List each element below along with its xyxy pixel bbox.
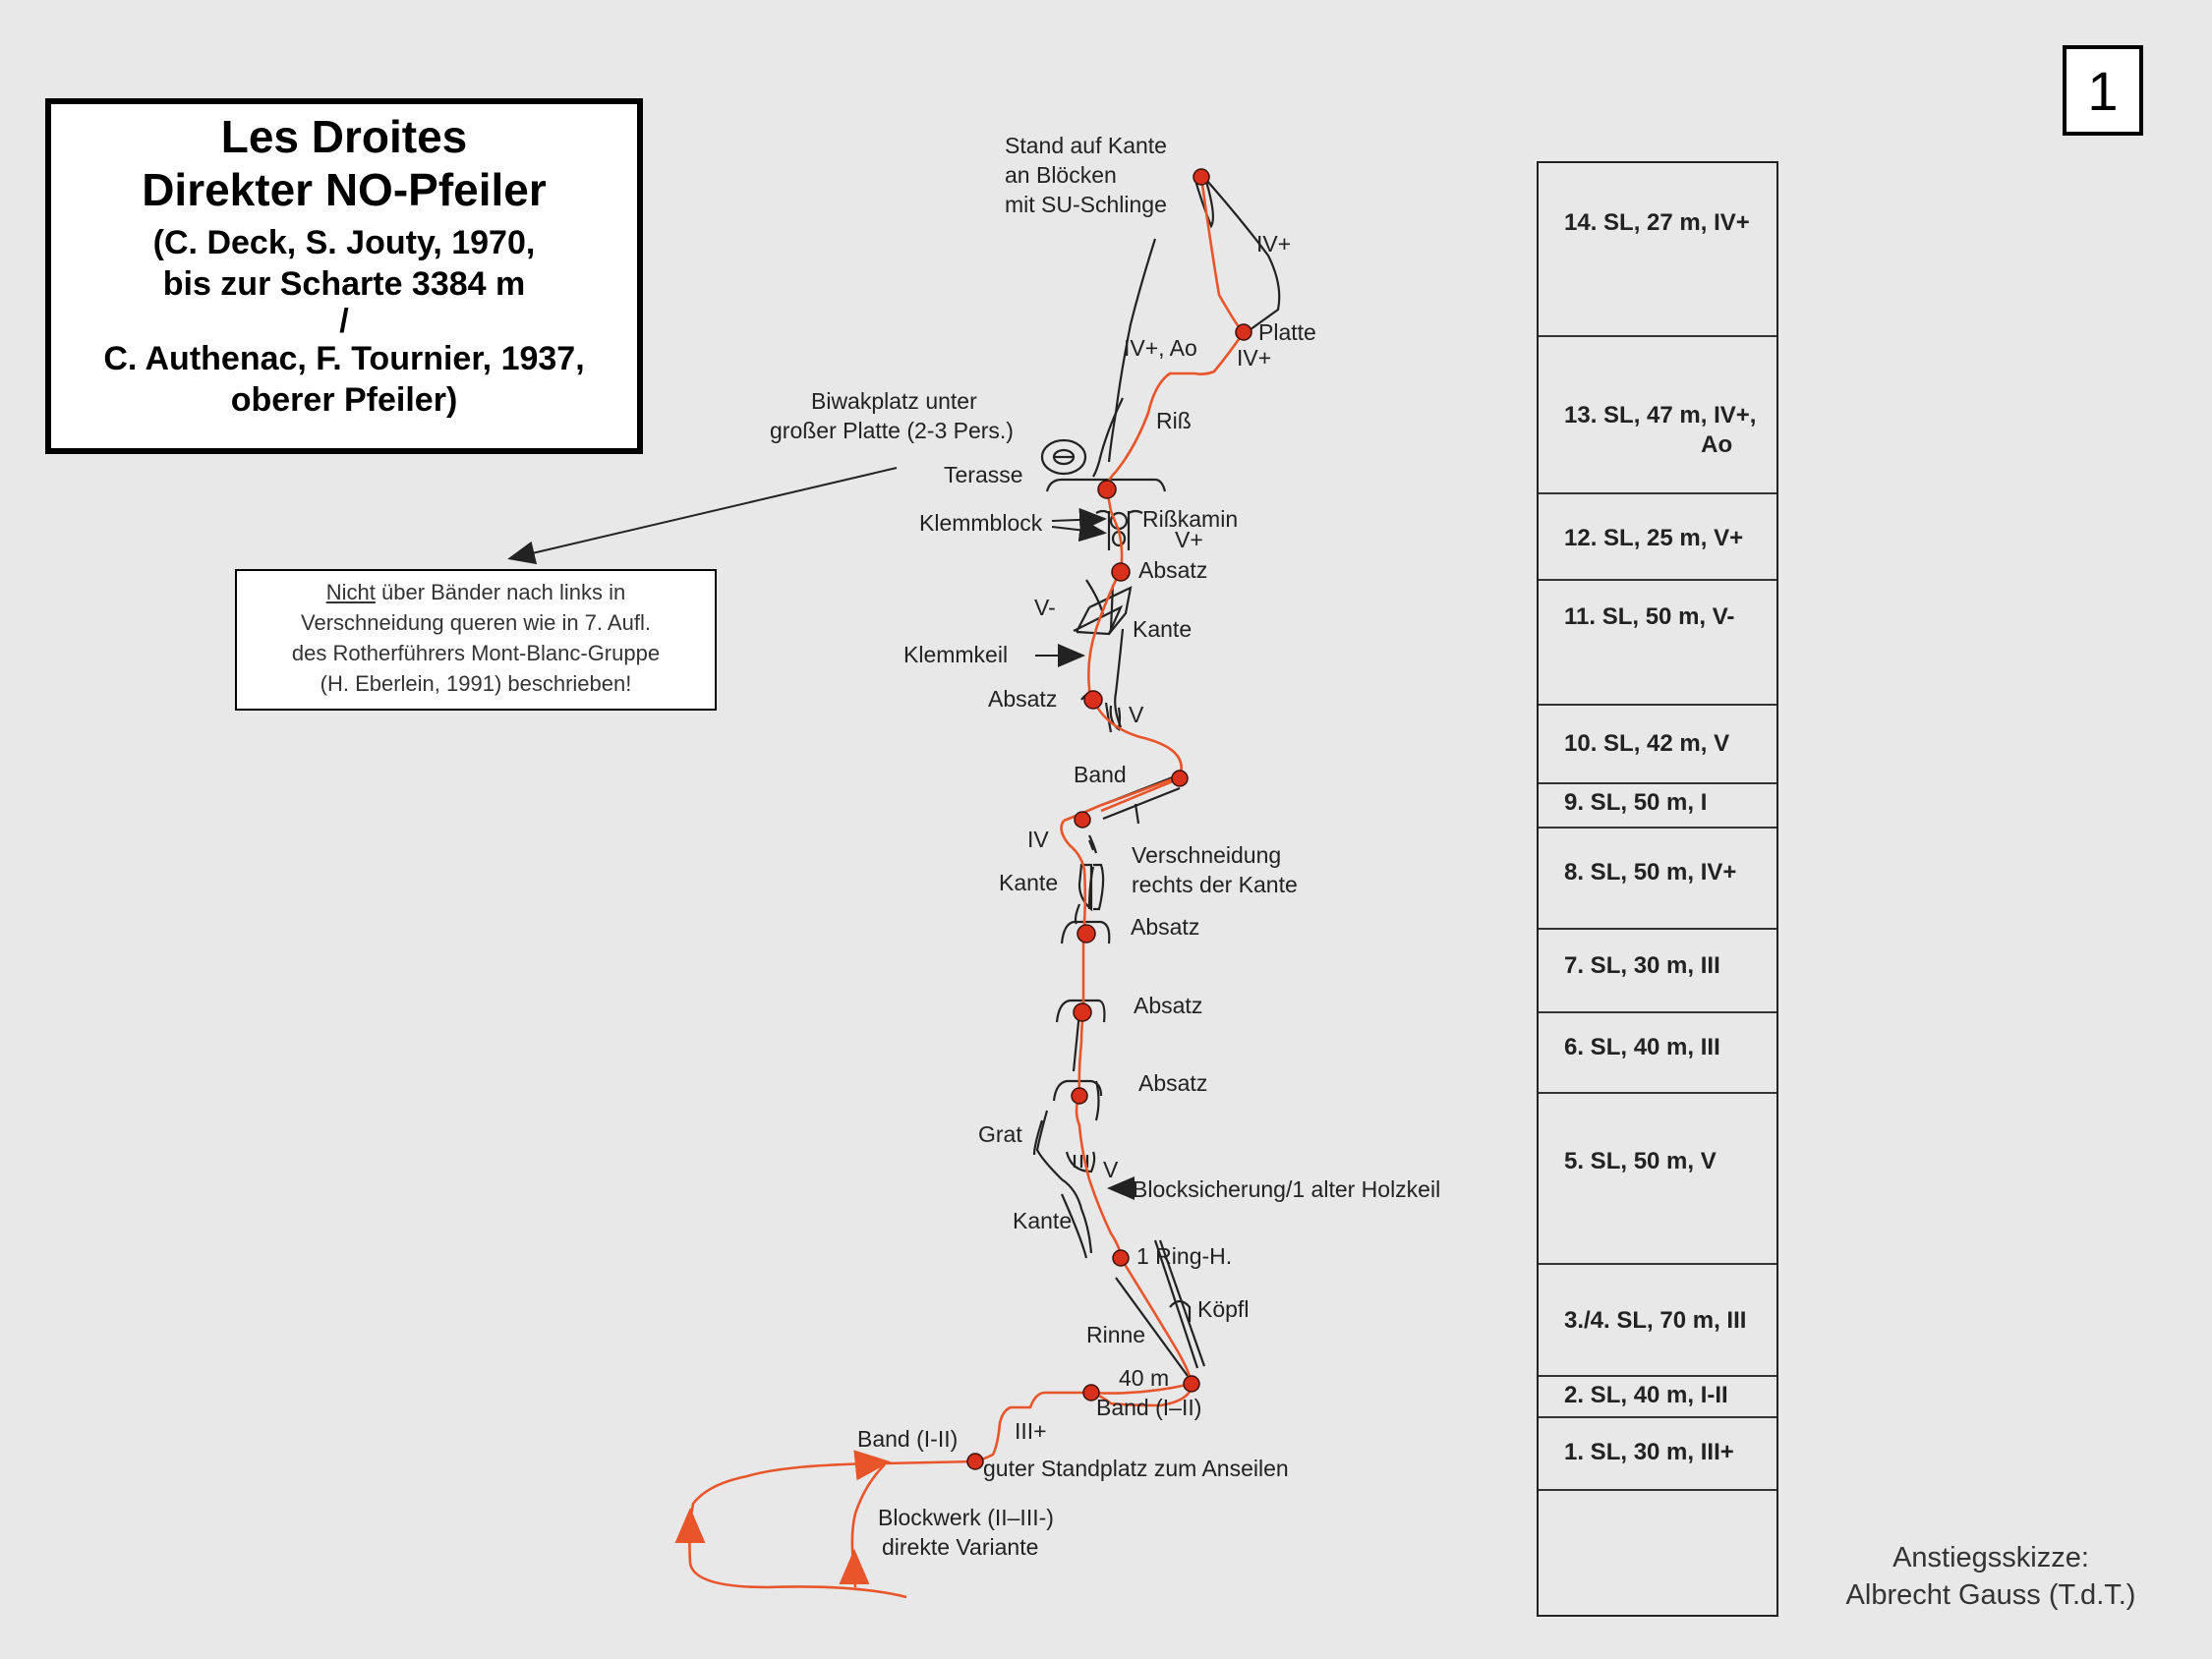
- note-line-4: (H. Eberlein, 1991) beschrieben!: [320, 671, 632, 696]
- belay-station: [1077, 925, 1095, 943]
- label-band: Band: [1074, 762, 1127, 787]
- label-absatz: Absatz: [988, 686, 1058, 712]
- route-line-upper: [1107, 177, 1244, 489]
- belay-station: [1172, 771, 1188, 786]
- label-grade: V+: [1175, 527, 1203, 552]
- label-klemmblock: Klemmblock: [919, 510, 1043, 536]
- label-grade: IV: [1027, 827, 1049, 852]
- pitch-label: 9. SL, 50 m, I: [1564, 789, 1708, 816]
- label-verschneidung-1: Verschneidung: [1132, 842, 1282, 868]
- label-grade: IV+: [1256, 231, 1292, 257]
- label-standplatz: guter Standplatz zum Anseilen: [983, 1456, 1289, 1481]
- label-blockwerk-2: direkte Variante: [882, 1534, 1039, 1560]
- label-kante: Kante: [999, 870, 1059, 895]
- note-line-3: des Rotherführers Mont-Blanc-Gruppe: [291, 641, 661, 665]
- label-distance: 40 m: [1119, 1365, 1170, 1391]
- title-line-5: /: [339, 303, 349, 340]
- pitch-label: 1. SL, 30 m, III+: [1564, 1439, 1734, 1465]
- label-biwak-2: großer Platte (2-3 Pers.): [770, 418, 1014, 443]
- pitch-label: 11. SL, 50 m, V-: [1564, 603, 1735, 630]
- label-grade: V: [1129, 702, 1144, 727]
- label-band: Band (I–II): [1096, 1395, 1202, 1420]
- pitch-label: 6. SL, 40 m, III: [1564, 1034, 1720, 1060]
- label-riss: Riß: [1156, 408, 1192, 433]
- title-line-1: Les Droites: [220, 111, 468, 162]
- label-rinne: Rinne: [1086, 1322, 1146, 1347]
- label-grade: V: [1103, 1157, 1119, 1182]
- label-absatz: Absatz: [1138, 557, 1208, 583]
- label-band: Band (I-II): [857, 1426, 959, 1452]
- label-grade: III+: [1015, 1418, 1047, 1444]
- route-line-lower: [1062, 821, 1085, 1096]
- label-blocksicherung: Blocksicherung/1 alter Holzkeil: [1133, 1176, 1441, 1202]
- label-grade: V-: [1034, 595, 1056, 620]
- title-line-7: oberer Pfeiler): [230, 381, 458, 419]
- pitch-label: 12. SL, 25 m, V+: [1564, 525, 1744, 551]
- note-line-1-rest: über Bänder nach links in: [375, 580, 626, 604]
- label-absatz: Absatz: [1138, 1070, 1208, 1096]
- label-blockwerk-1: Blockwerk (II–III-): [878, 1505, 1054, 1530]
- credits-line-1: Anstiegsskizze:: [1892, 1542, 2089, 1573]
- title-line-4: bis zur Scharte 3384 m: [162, 265, 526, 303]
- belay-station: [1112, 563, 1130, 581]
- label-grat: Grat: [978, 1121, 1022, 1147]
- pitch-label: 3./4. SL, 70 m, III: [1564, 1307, 1747, 1334]
- belay-station: [1074, 1003, 1091, 1021]
- label-koepfl: Köpfl: [1197, 1296, 1250, 1322]
- title-line-6: C. Authenac, F. Tournier, 1937,: [103, 340, 585, 377]
- title-line-3: (C. Deck, S. Jouty, 1970,: [152, 224, 536, 261]
- belay-station: [1075, 812, 1090, 828]
- belay-station: [1184, 1376, 1199, 1392]
- label-stand-kante-2: an Blöcken: [1005, 162, 1117, 188]
- label-stand-kante-1: Stand auf Kante: [1005, 133, 1167, 158]
- note-pointer-arrow: [511, 468, 897, 558]
- credits-line-2: Albrecht Gauss (T.d.T.): [1845, 1579, 2136, 1611]
- pitch-label: 7. SL, 30 m, III: [1564, 952, 1720, 979]
- label-terasse: Terasse: [944, 462, 1023, 487]
- belay-station: [1084, 691, 1102, 709]
- note-emphasis: Nicht: [325, 580, 376, 604]
- pitch-label: 10. SL, 42 m, V: [1564, 730, 1730, 757]
- title-line-2: Direkter NO-Pfeiler: [142, 164, 547, 215]
- label-verschneidung-2: rechts der Kante: [1132, 872, 1298, 897]
- pitch-label: 8. SL, 50 m, IV+: [1564, 859, 1737, 886]
- label-grade: IV+, Ao: [1124, 335, 1197, 361]
- belay-station: [1072, 1088, 1087, 1104]
- label-klemmkeil: Klemmkeil: [903, 642, 1009, 667]
- label-risskamin: Rißkamin: [1142, 506, 1239, 532]
- pitch-label: 2. SL, 40 m, I-II: [1564, 1382, 1728, 1408]
- belay-station: [1236, 324, 1252, 340]
- label-platte: Platte: [1258, 319, 1316, 345]
- belay-station: [1193, 169, 1209, 185]
- label-absatz: Absatz: [1131, 914, 1200, 940]
- note-line-2: Verschneidung queren wie in 7. Aufl.: [301, 610, 651, 635]
- label-kante: Kante: [1133, 616, 1193, 642]
- label-absatz: Absatz: [1134, 993, 1203, 1018]
- label-biwak-1: Biwakplatz unter: [811, 388, 977, 414]
- belay-station: [967, 1454, 983, 1469]
- pitch-label: 5. SL, 50 m, V: [1564, 1148, 1717, 1174]
- label-stand-kante-3: mit SU-Schlinge: [1005, 192, 1167, 217]
- topo-labels: [770, 133, 1440, 1560]
- pitch-label: 14. SL, 27 m, IV+: [1564, 209, 1750, 236]
- belay-stations: [967, 169, 1252, 1469]
- page-number-text: 1: [2087, 59, 2119, 122]
- label-kante: Kante: [1013, 1208, 1073, 1233]
- belay-station: [1113, 1250, 1129, 1266]
- label-ring: 1 Ring-H.: [1136, 1243, 1233, 1269]
- belay-station: [1098, 481, 1116, 498]
- pitch-label: 13. SL, 47 m, IV+, Ao: [1564, 402, 1757, 458]
- inner-crack-line: [1093, 398, 1123, 477]
- label-grade: IV+: [1237, 345, 1272, 371]
